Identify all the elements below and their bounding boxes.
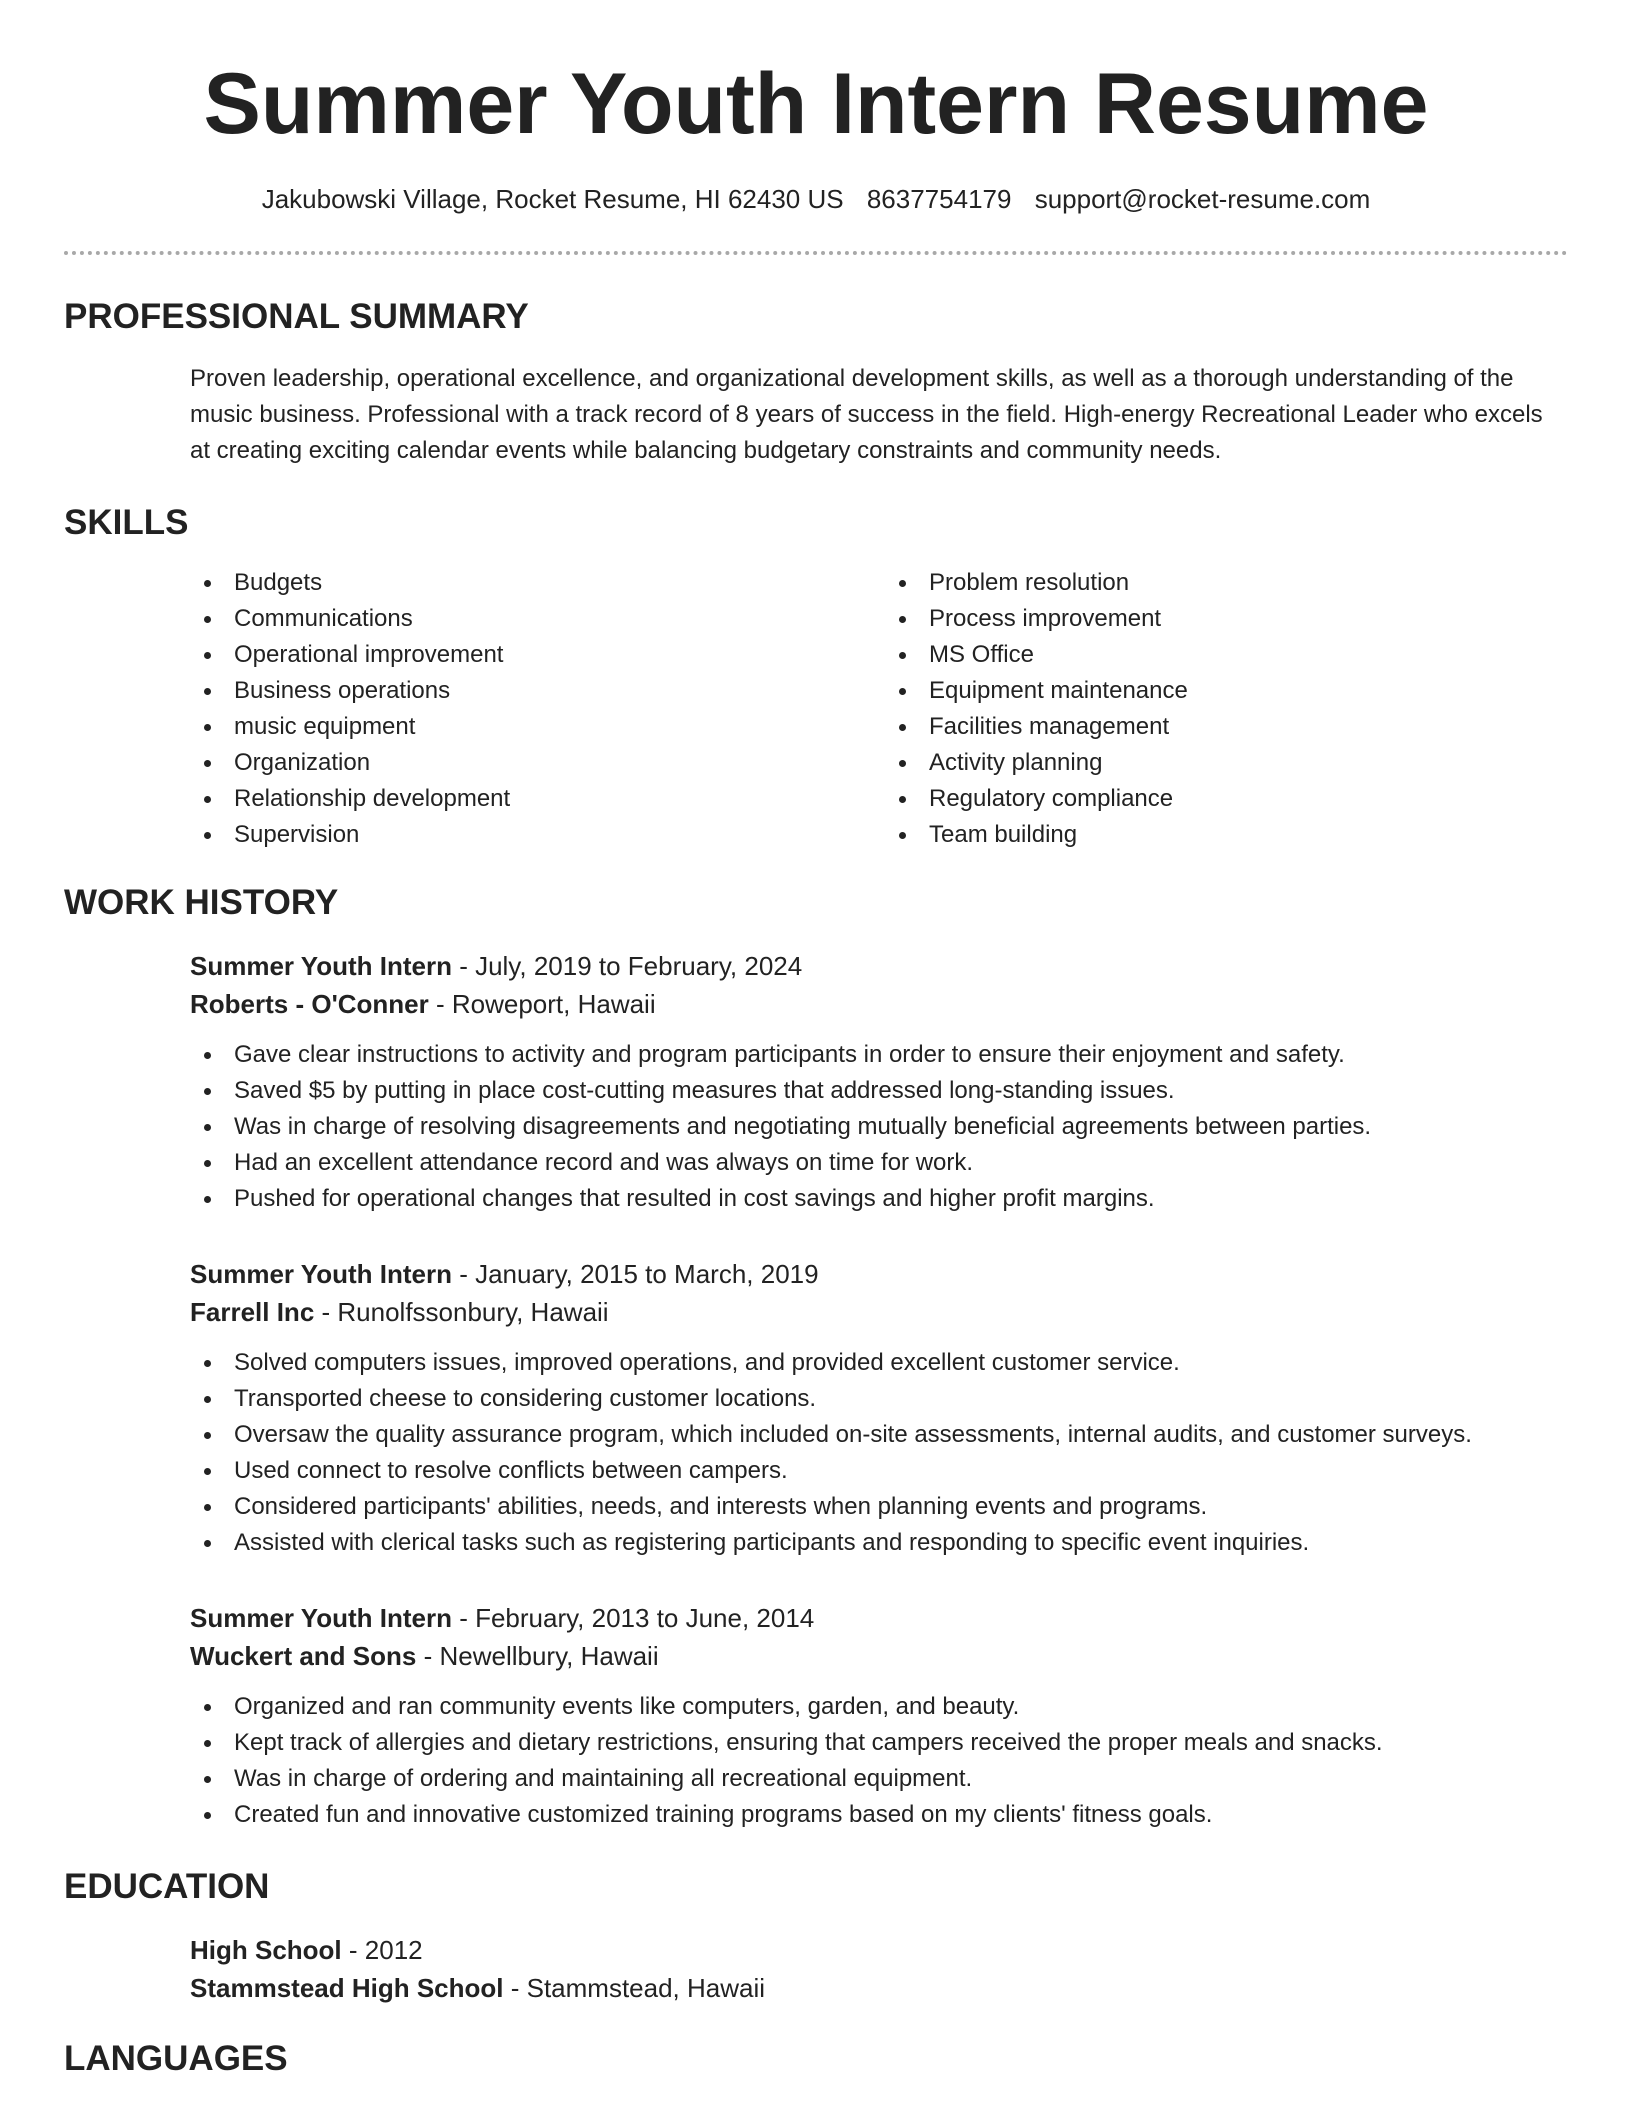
skills-section <box>64 503 1568 853</box>
skill-item: Process improvement <box>885 601 1580 637</box>
job-location: - Newellbury, Hawaii <box>416 1641 659 1671</box>
skill-item: Communications <box>190 601 885 637</box>
skill-item: Regulatory compliance <box>885 781 1580 817</box>
education-year: - 2012 <box>341 1935 423 1965</box>
education-school: Stammstead High School <box>190 1973 504 2003</box>
skills-list-left <box>190 565 885 853</box>
job-dates: - July, 2019 to February, 2024 <box>451 951 803 981</box>
job-bullet: Saved $5 by putting in place cost-cutting measures that addressed long-standing issues. <box>190 1073 1568 1109</box>
education-school-line <box>190 1969 1568 2007</box>
job-company-line <box>190 985 1568 1023</box>
job-bullet: Gave clear instructions to activity and program participants in order to ensure their enjoyment and safety. <box>190 1037 1568 1073</box>
professional-summary-section <box>64 297 1568 469</box>
job-bullet: Pushed for operational changes that resulted in cost savings and higher profit margins. <box>190 1181 1568 1217</box>
header-divider <box>64 251 1568 255</box>
job-entry <box>190 1599 1568 1833</box>
skill-item: Equipment maintenance <box>885 673 1580 709</box>
skill-item: Problem resolution <box>885 565 1580 601</box>
languages-section <box>64 2039 1568 2079</box>
job-role: Summer Youth Intern <box>190 951 452 981</box>
job-company: Wuckert and Sons <box>190 1641 417 1671</box>
skill-item: Business operations <box>190 673 885 709</box>
skills-list-right <box>885 565 1580 853</box>
skill-item: music equipment <box>190 709 885 745</box>
job-bullets <box>190 1689 1568 1833</box>
summary-text: Proven leadership, operational excellence, and organizational development skills, as well as a thorough understanding of the music business. Professional with a track record of 8 years of success in the field. High-energy Recreational Leader who excels at creating exciting calendar events while balancing budgetary constraints and community needs. <box>190 365 1543 464</box>
job-role: Summer Youth Intern <box>190 1259 452 1289</box>
skill-item: MS Office <box>885 637 1580 673</box>
job-title-line <box>190 1255 1568 1293</box>
skill-item: Activity planning <box>885 745 1580 781</box>
education-degree: High School <box>190 1935 342 1965</box>
section-title-professional-summary: PROFESSIONAL SUMMARY <box>64 297 529 336</box>
education-entry <box>190 1931 1568 2007</box>
job-role: Summer Youth Intern <box>190 1603 452 1633</box>
job-bullets <box>190 1345 1568 1561</box>
contact-email: support@rocket-resume.com <box>1034 184 1371 214</box>
job-bullets <box>190 1037 1568 1217</box>
job-bullet: Oversaw the quality assurance program, which included on-site assessments, internal audits, and customer surveys. <box>190 1417 1568 1453</box>
job-bullet: Was in charge of resolving disagreements and negotiating mutually beneficial agreements between parties. <box>190 1109 1568 1145</box>
job-bullet: Solved computers issues, improved operations, and provided excellent customer service. <box>190 1345 1568 1381</box>
job-company: Farrell Inc <box>190 1297 315 1327</box>
job-bullet: Was in charge of ordering and maintaining all recreational equipment. <box>190 1761 1568 1797</box>
job-company: Roberts - O'Conner <box>190 989 429 1019</box>
contact-line <box>64 182 1568 216</box>
job-location: - Roweport, Hawaii <box>428 989 656 1019</box>
section-title-work-history: WORK HISTORY <box>64 883 339 922</box>
job-bullet: Kept track of allergies and dietary restrictions, ensuring that campers received the proper meals and snacks. <box>190 1725 1568 1761</box>
skill-item: Relationship development <box>190 781 885 817</box>
job-dates: - January, 2015 to March, 2019 <box>451 1259 819 1289</box>
job-title-line <box>190 947 1568 985</box>
job-bullet: Organized and ran community events like computers, garden, and beauty. <box>190 1689 1568 1725</box>
job-title-line <box>190 1599 1568 1637</box>
section-title-skills: SKILLS <box>64 503 189 542</box>
section-title-education: EDUCATION <box>64 1867 270 1906</box>
job-location: - Runolfssonbury, Hawaii <box>314 1297 609 1327</box>
job-entry <box>190 1255 1568 1561</box>
skill-item: Organization <box>190 745 885 781</box>
skill-item: Facilities management <box>885 709 1580 745</box>
job-bullet: Assisted with clerical tasks such as registering participants and responding to specific event inquiries. <box>190 1525 1568 1561</box>
section-title-languages: LANGUAGES <box>64 2039 288 2078</box>
contact-address: Jakubowski Village, Rocket Resume, HI 62430 US <box>261 184 844 214</box>
job-bullet: Had an excellent attendance record and was always on time for work. <box>190 1145 1568 1181</box>
skills-grid <box>190 565 1580 853</box>
skill-item: Supervision <box>190 817 885 853</box>
education-location: - Stammstead, Hawaii <box>503 1973 766 2003</box>
job-company-line <box>190 1293 1568 1331</box>
skill-item: Budgets <box>190 565 885 601</box>
skill-item: Team building <box>885 817 1580 853</box>
job-company-line <box>190 1637 1568 1675</box>
contact-phone: 8637754179 <box>866 184 1012 214</box>
job-dates: - February, 2013 to June, 2014 <box>451 1603 815 1633</box>
skill-item: Operational improvement <box>190 637 885 673</box>
job-bullet: Transported cheese to considering customer locations. <box>190 1381 1568 1417</box>
education-section <box>64 1867 1568 2007</box>
job-bullet: Created fun and innovative customized training programs based on my clients' fitness goals. <box>190 1797 1568 1833</box>
education-degree-line <box>190 1931 1568 1969</box>
resume-title: Summer Youth Intern Resume <box>203 56 1429 152</box>
job-entry <box>190 947 1568 1217</box>
job-bullet: Considered participants' abilities, needs, and interests when planning events and programs. <box>190 1489 1568 1525</box>
work-history-section <box>64 883 1568 1833</box>
job-bullet: Used connect to resolve conflicts between campers. <box>190 1453 1568 1489</box>
